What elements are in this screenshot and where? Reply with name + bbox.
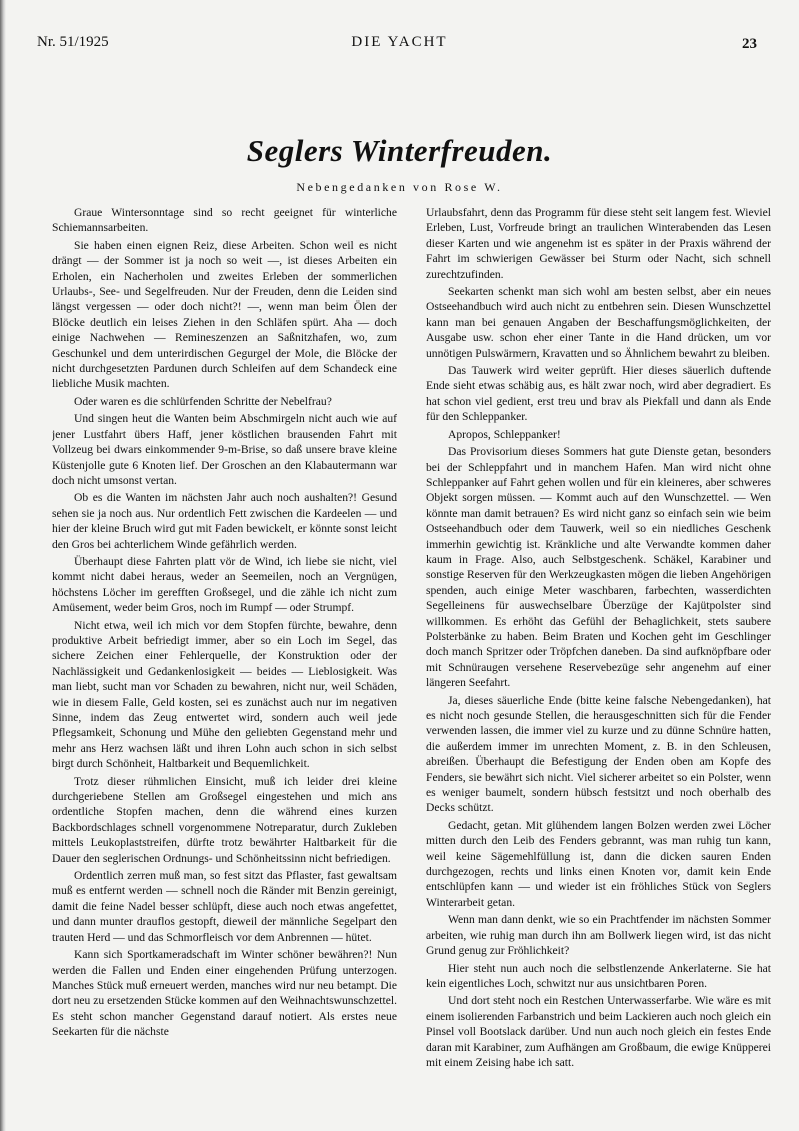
paragraph: Ja, dieses säuerliche Ende (bitte keine falsche Nebengedanken), hat es nicht noch gesunde Stellen, die herausgeschnitten sich für die Fender verwenden lassen, die immer viel zu kurze und zu dünne Schnüre hatten, die außerdem immer im unrechten Moment, z. B. in den Schleusen, abreißen. Überhaupt die Befestigung der Enden oben am Kopfe des Fenders, sie bewährt sich nicht. Viel sicherer arbeitet so ein Polster, wenn es weniger baumelt, sondern hübsch festsitzt und noch oberhalb des Decks schützt.: [426, 693, 771, 815]
article-title: Seglers Winterfreuden.: [246, 133, 553, 168]
paragraph: Überhaupt diese Fahrten platt vör de Wind, ich liebe sie nicht, viel kommt nicht dabei heraus, weder an Seemeilen, noch an Vergnügen, höchstens Löcher im gerefften Großsegel, und die zähle ich nicht zum Amüsement, weder beim Gros, noch im Rumpf — oder Strumpf.: [52, 554, 397, 615]
journal-name: DIE YACHT: [351, 34, 448, 50]
paragraph: Graue Wintersonntage sind so recht geeignet für winterliche Schiemannsarbeiten.: [52, 206, 397, 235]
paragraph: Kann sich Sportkameradschaft im Winter schöner bewähren?! Nun werden die Fallen und Enden einer eingehenden Prüfung unterzogen. Manches Stück muß erneuert werden, manches wird nur neu betampt. Die dort neu zu ersetzenden Stücke kommen auf den Weihnachtswunschzettel. Es steht schon mancher Gegenstand darauf notiert. Als erstes neue Seekarten für die nächste: [52, 948, 397, 1039]
paragraph: Hier steht nun auch noch die selbstlenzende Ankerlaterne. Sie hat kein eigentliches Loch, schwitzt nur aus unsichtbaren Poren.: [426, 961, 771, 990]
paragraph: Gedacht, getan. Mit glühendem langen Bolzen werden zwei Löcher mitten durch den Leib des Fenders gebrannt, was man ruhig tun kann, weil keine Sägemehlfüllung ist, dann die dicken sauren Enden durchgezogen, rechts und links einen Knoten vor, damit kein Ende entschlüpfen kann — und wieder ist ein fröhliches Stück von Seglers Winterarbeit getan.: [426, 818, 771, 909]
issue-number: Nr. 51/1925: [37, 34, 109, 50]
scan-edge-shadow: [0, 0, 6, 1131]
paragraph: Trotz dieser rühmlichen Einsicht, muß ich leider drei kleine durchgeriebene Stellen am Großsegel eingestehen und mich ans ordentliche Stopfen machen, denn die während eines kurzen Backbordschlages schnell vorgenommene Notreparatur, durch Zukleben mittels Leukoplaststreifen, dürfte trotz bewährter Haltbarkeit für die Dauer den seglerischen Ordnungs- und Schönheitssinn nicht befriedigen.: [52, 774, 397, 865]
paragraph: Wenn man dann denkt, wie so ein Prachtfender im nächsten Sommer arbeiten, wie ruhig man durch ihn am Bollwerk liegen wird, ist das nicht Grund genug zur Fröhlichkeit?: [426, 913, 771, 958]
paragraph: Das Provisorium dieses Sommers hat gute Dienste getan, besonders bei der Schleppfahrt und in manchem Hafen. Man wird nicht ohne Schleppanker auf Fahrt gehen wollen und für ein kleineres, aber schweres Objekt sorgen müssen. — Kommt auch auf den Wunschzettel. — Wen könnte man damit betrauen? Es wird nicht ganz so einfach sein wie beim Ostseehandbuch oder dem Tauwerk, weil so ein niedliches Geschenk immerhin gewichtig ist. Kränkliche und alte Verwandte kommen daher kaum in Frage. Also, auch Selbstgeschenk. Schäkel, Karabiner und sonstige Reserven für den Werkzeugkasten mögen die lieben Angehörigen spenden, auch einige Meter waschbaren, farbechten, wasserdichten Segelleinens für auswechselbare Überzüge der Kajütpolster sind willkommen. Es erhöht das Gefühl der Behaglichkeit, stets saubere Polsterbänke zu haben. Beim Braten und Kochen geht im Geschlinger doch manch Spritzer oder Tröpfchen daneben. Da sind aufknöpfbare oder mit Schnüraugen versehene Reservebezüge sehr angenehm auf einer längeren Seefahrt.: [426, 445, 771, 690]
running-header: [0, 34, 799, 54]
paragraph: Sie haben einen eignen Reiz, diese Arbeiten. Schon weil es nicht drängt — der Sommer ist ja noch so weit —, ist dieses Arbeiten ein Erholen, ein Nacherholen und zweites Erleben der sommerlichen Urlaubs-, See- und Segelfreuden. Nur der Freuden, denn die Leiden sind längst vergessen — oder doch nicht?! —, wenn man beim Ölen der Blöcke deutlich ein leises Ziehen in den Schläfen spürt. Aha — doch einige Nachwehen — Remineszenzen an Saßnitzhafen, wo, zum Geschunkel und dem unterirdischen Gegurgel der Mole, die Blöcke der nicht durchgesetzten Pardunen durch Schleifen auf dem Schandeck eine liebliche Musik machten.: [52, 238, 397, 391]
paragraph-continued: Urlaubsfahrt, denn das Programm für diese steht seit langem fest. Wieviel Erleben, Lust, Vorfreude bringt an traulichen Winterabenden das Lesen dieser Karten und wie angenehm ist es später in der Praxis während der Fahrt im schwierigen Gewässer bei Sturm oder Nacht, sich schnell zurechtzufinden.: [426, 206, 771, 281]
paragraph: Oder waren es die schlürfenden Schritte der Nebelfrau?: [74, 394, 332, 408]
paragraph: Und singen heut die Wanten beim Abschmirgeln nicht auch wie auf jener Lustfahrt übers Haff, jener köstlichen brausenden Fahrt mit Vollzeug bei dwars einkommender 9-m-Brise, so daß unsere brave kleine Küstenjolle gute 6 Knoten lief. Der Groschen an den Klabautermann war doch nicht umsonst vertan.: [52, 412, 397, 487]
paragraph: Ordentlich zerren muß man, so fest sitzt das Pflaster, fast gewaltsam muß es entfernt werden — schnell noch die Ränder mit Benzin gereinigt, damit die feine Nadel besser schlüpft, diese auch noch etwas angefettet, und dann munter drauflos gestopft, dieweil der männliche Segelpart den trauten Herd — und das Schmorfleisch vor dem Anbrennen — hütet.: [52, 869, 397, 944]
paragraph: Das Tauwerk wird weiter geprüft. Hier dieses säuerlich duftende Ende sieht etwas schäbig aus, es hält zwar noch, wird aber degradiert. Es hat schon viel gedient, erst treu und brav als Piekfall und dann als Ende für den Schleppanker.: [426, 364, 771, 424]
article-subtitle: Nebengedanken von Rose W.: [296, 180, 503, 194]
paragraph: Nicht etwa, weil ich mich vor dem Stopfen fürchte, bewahre, denn produktive Arbeit befriedigt immer, aber so ein Loch im Segel, das sichere Zeichen einer Fehlerquelle, der Konstruktion oder der Nachlässigkeit und Gedankenlosigkeit — beides — Lieblosigkeit. Was man liebt, sucht man vor Schaden zu bewahren, nicht nur, weil Schäden, wie in diesem Falle, Geld kosten, sei es zunächst auch nur im negativen Sinne, indem das Zeug entwertet wird, sondern auch weil jede Pflegsamkeit, Schonung und Mühe den geliebten Gegenstand mehr und mehr ans Herz wachsen läßt und ihren Lohn auch schon in sich selbst birgt durch Schönheit, Haltbarkeit und Bequemlichkeit.: [52, 618, 397, 771]
left-text-column: [52, 205, 397, 1110]
right-text-column: [426, 205, 771, 1110]
paragraph: Ob es die Wanten im nächsten Jahr auch noch aushalten?! Gesund sehen sie ja noch aus. Nur ordentlich Fett zwischen die Kardeelen — und hier der kleine Bruch wird gut mit Faden bewickelt, er könnte sonst leicht den Gros bei achterlichem Winde gefährlich werden.: [52, 491, 397, 551]
page-number: 23: [742, 36, 757, 52]
paragraph: Und dort steht noch ein Restchen Unterwasserfarbe. Wie wäre es mit einem isolierenden Farbanstrich und beim Lackieren auch noch gleich ein Pinsel voll Bootslack darüber. Und nun auch noch gleich ein festes Ende daran mit Karabiner, zum Aufhängen am Großbaum, die ewige Knüpperei mit einem Zeising habe ich satt.: [426, 994, 771, 1069]
paragraph: Apropos, Schleppanker!: [448, 427, 561, 441]
paragraph: Seekarten schenkt man sich wohl am besten selbst, aber ein neues Ostseehandbuch wird auch nicht zu entbehren sein. Diesen Wunschzettel kann man bei genauen Angaben der Beschaffungsmöglichkeiten, der Ausgabe usw. schon eher einer Tante in die Hand drücken, um vor unnötigen Pulswärmern, Kravatten und so Ähnlichem bewahrt zu bleiben.: [426, 285, 771, 360]
